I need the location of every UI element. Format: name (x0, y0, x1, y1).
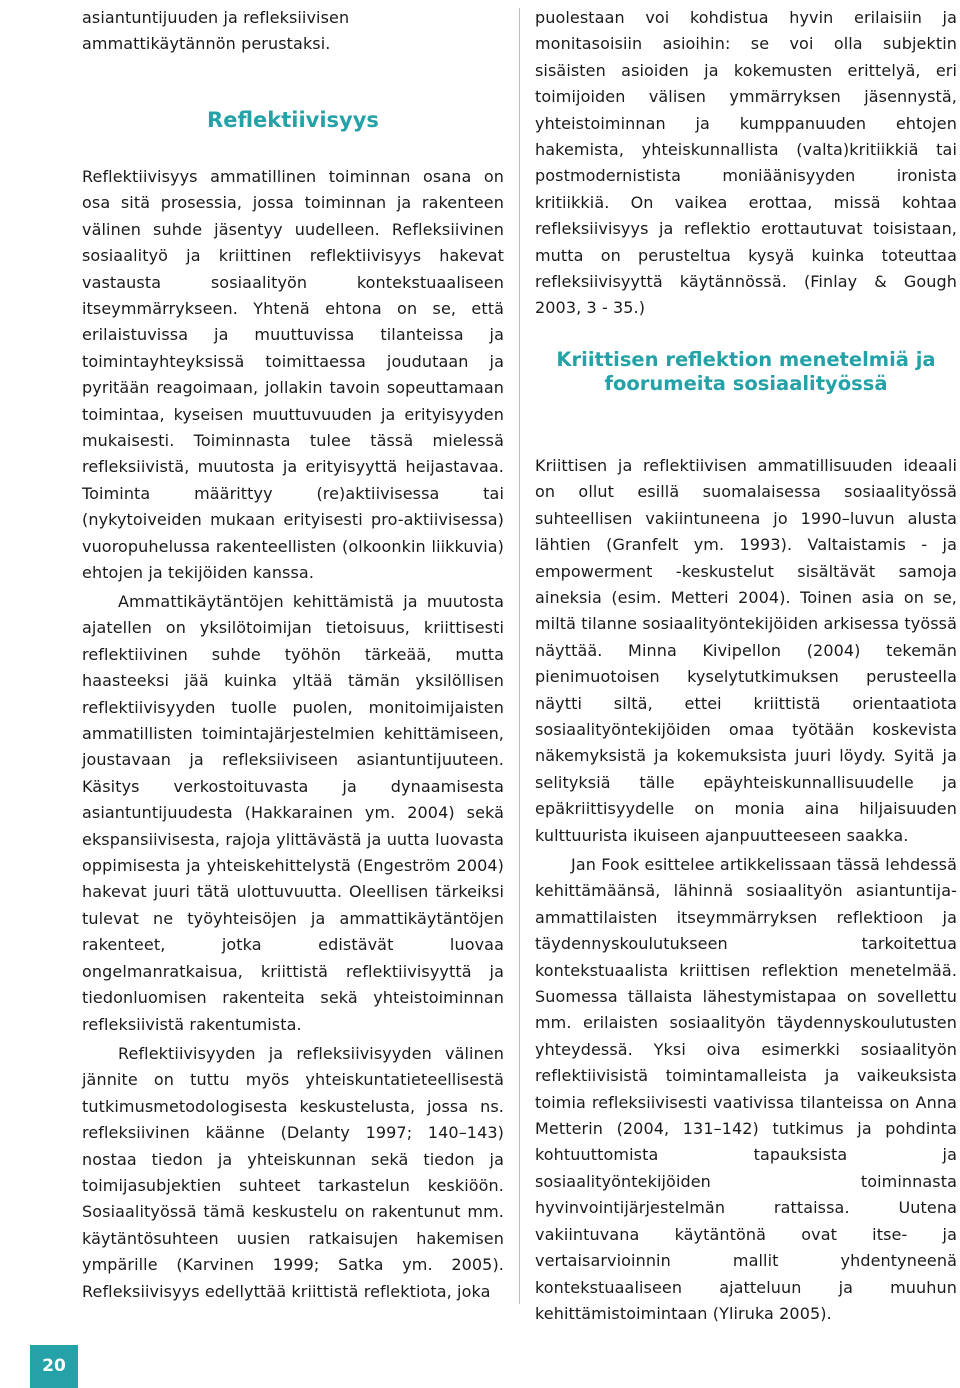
section-heading-kriittisen-reflektion: Kriittisen reflektion menetelmiä ja foorumeita sosiaalityössä (556, 348, 936, 395)
left-paragraph-1: Reflektiivisyys ammatillinen toiminnan osana on osa sitä prosessia, jossa toiminnan ja rakenteen välinen suhde jäsentyy uudelleen. Refleksiivinen sosiaalityö ja kriittinen reflektiivisyys hakevat vastausta sosiaalityön kontekstuaaliseen itseymmärrykseen. Yhtenä ehtona on se, että erilaistuvissa ja muuttuvissa tilanteissa ja toimintayhteyksissä toimittaessa joudutaan ja pyritään reagoimaan, jollakin tavoin sopeuttamaan toimintaa, kyseisen muuttuvuuden ja erityisyyden mukaisesti. Toiminnasta tulee tässä mielessä refleksiivistä, muutosta ja erityisyyttä heijastavaa. Toiminta määrittyy (re)aktiivisessa tai (nykytoiveiden mukaan erityisesti pro-aktiivisessa) vuoropuhelussa rakenteellisten (olkoonkin liikkuvia) ehtojen ja tekijöiden kanssa. (82, 167, 504, 583)
column-divider (519, 8, 520, 1304)
left-intro-text: asiantuntijuuden ja refleksiivisen ammattikäytännön perustaksi. (82, 8, 350, 54)
left-paragraph-2: Ammattikäytäntöjen kehittämistä ja muutosta ajatellen on yksilötoimijan tietoisuus, kriittisesti reflektiivinen suhde työhön tärkeää, mutta haasteeksi jää kuinka yltää tämän yksilöllisen reflektiivisyyden tuolle puolen, monitoimijaisten ammatillisten toimintajärjestelmien kehittämiseen, joustavaan ja refleksiiviseen asiantuntijuuteen. Käsitys verkostoituvasta ja dynaamisesta asiantuntijuudesta (Hakkarainen ym. 2004) sekä ekspansiivisesta, rajoja ylittävästä ja uutta luovasta oppimisesta ja yhteiskehittelystä (Engeström 2004) hakevat juuri tätä ulottuvuutta. Oleellisen tärkeiksi tulevat ne työyhteisöjen ja ammattikäytäntöjen rakenteet, jotka edistävät luovaa ongelmanratkaisua, kriittistä reflektiivisyyttä ja tiedonluomisen rakenteita sekä yhteistoiminnan refleksiivistä rakentumista. (82, 592, 504, 1034)
right-paragraph-1: Kriittisen ja reflektiivisen ammatillisuuden ideaali on ollut esillä suomalaisessa sosiaalityössä suhteellisen vakiintuneena jo 1990–luvun alusta lähtien (Granfelt ym. 1993). Valtaistamis - ja empowerment -keskustelut sisältävät samoja aineksia (esim. Metteri 2004). Toinen asia on se, miltä tilanne sosiaalityöntekijöiden arkisessa työssä näyttää. Minna Kivipellon (2004) tekemän pienimuotoisen kyselytutkimuksen perusteella näytti siltä, ettei kriittistä orientaatiota sosiaalityöntekijöiden omaa työtään koskevista näkemyksistä ja kokemuksista juuri löydy. Syitä ja selityksiä tälle epäyhteiskunnallisuudelle ja epäkriittisyydelle on monia aina hiljaisuuden kulttuurista ikuiseen ajanpuutteeseen saakka. (535, 456, 957, 845)
right-paragraph-2: Jan Fook esittelee artikkelissaan tässä lehdessä kehittämäänsä, lähinnä sosiaalityön asiantuntija-ammattilaisten itseymmärryksen reflektioon ja täydennyskoulutukseen tarkoitettua kontekstuaalista kriittisen reflektion menetelmää. Suomessa tällaista lähestymistapaa on sovellettu mm. erilaisten sosiaalityön täydennyskoulutusten yhteydessä. Yksi oiva esimerkki sosiaalityön reflektiivisistä toimintamalleista ja vaikeuksista toimia refleksiivisesti vaativissa tilanteissa on Anna Metterin (2004, 131–142) tutkimus ja pohdinta kohtuuttomista tapauksista ja sosiaalityöntekijöiden toiminnasta hyvinvointijärjestelmän rattaissa. Uutena vakiintuvana käytäntönä ovat itse- ja vertaisarvioinnin mallit yhdentyneenä kontekstuaaliseen ajatteluun ja muuhun kehittämistoimintaan (Yliruka 2005). (535, 855, 957, 1323)
page-number: 20 (42, 1356, 66, 1376)
left-paragraph-3: Reflektiivisyyden ja refleksiivisyyden välinen jännite on tuttu myös yhteiskuntatieteellisestä tutkimusmetodologisesta keskustelusta, jossa ns. refleksiivinen käänne (Delanty 1997; 140–143) nostaa tiedon ja yhteiskunnan sekä tiedon ja toimijasubjektien suhteet tarkastelun keskiöön. Sosiaalityössä tämä keskustelu on rakentunut mm. käytäntösuhteen uusien ratkaisujen hakemisen ympärille (Karvinen 1999; Satka ym. 2005). Refleksiivisyys edellyttää kriittistä reflektiota, joka (82, 1044, 504, 1301)
section-heading-reflektiivisyys: Reflektiivisyys (207, 108, 379, 132)
right-intro-text: puolestaan voi kohdistua hyvin erilaisiin ja monitasoisiin asioihin: se voi olla subjektin sisäisten asioiden ja kokemusten erittelyä, eri toimijoiden välisen ymmärryksen jäsennystä, yhteistoiminnan ja kumppanuuden ehtojen hakemista, yhteiskunnallista (valta)kritiikkiä tai postmodernistista moniäänisyyden ironista kritiikkiä. On vaikea erottaa, missä kohtaa refleksiivisyys ja reflektio erottautuvat toisistaan, mutta on perusteltua kysyä kuinka toteuttaa refleksiivisyyttä käytännössä. (Finlay & Gough 2003, 3 - 35.) (535, 8, 957, 318)
page-number-badge (30, 1345, 78, 1388)
